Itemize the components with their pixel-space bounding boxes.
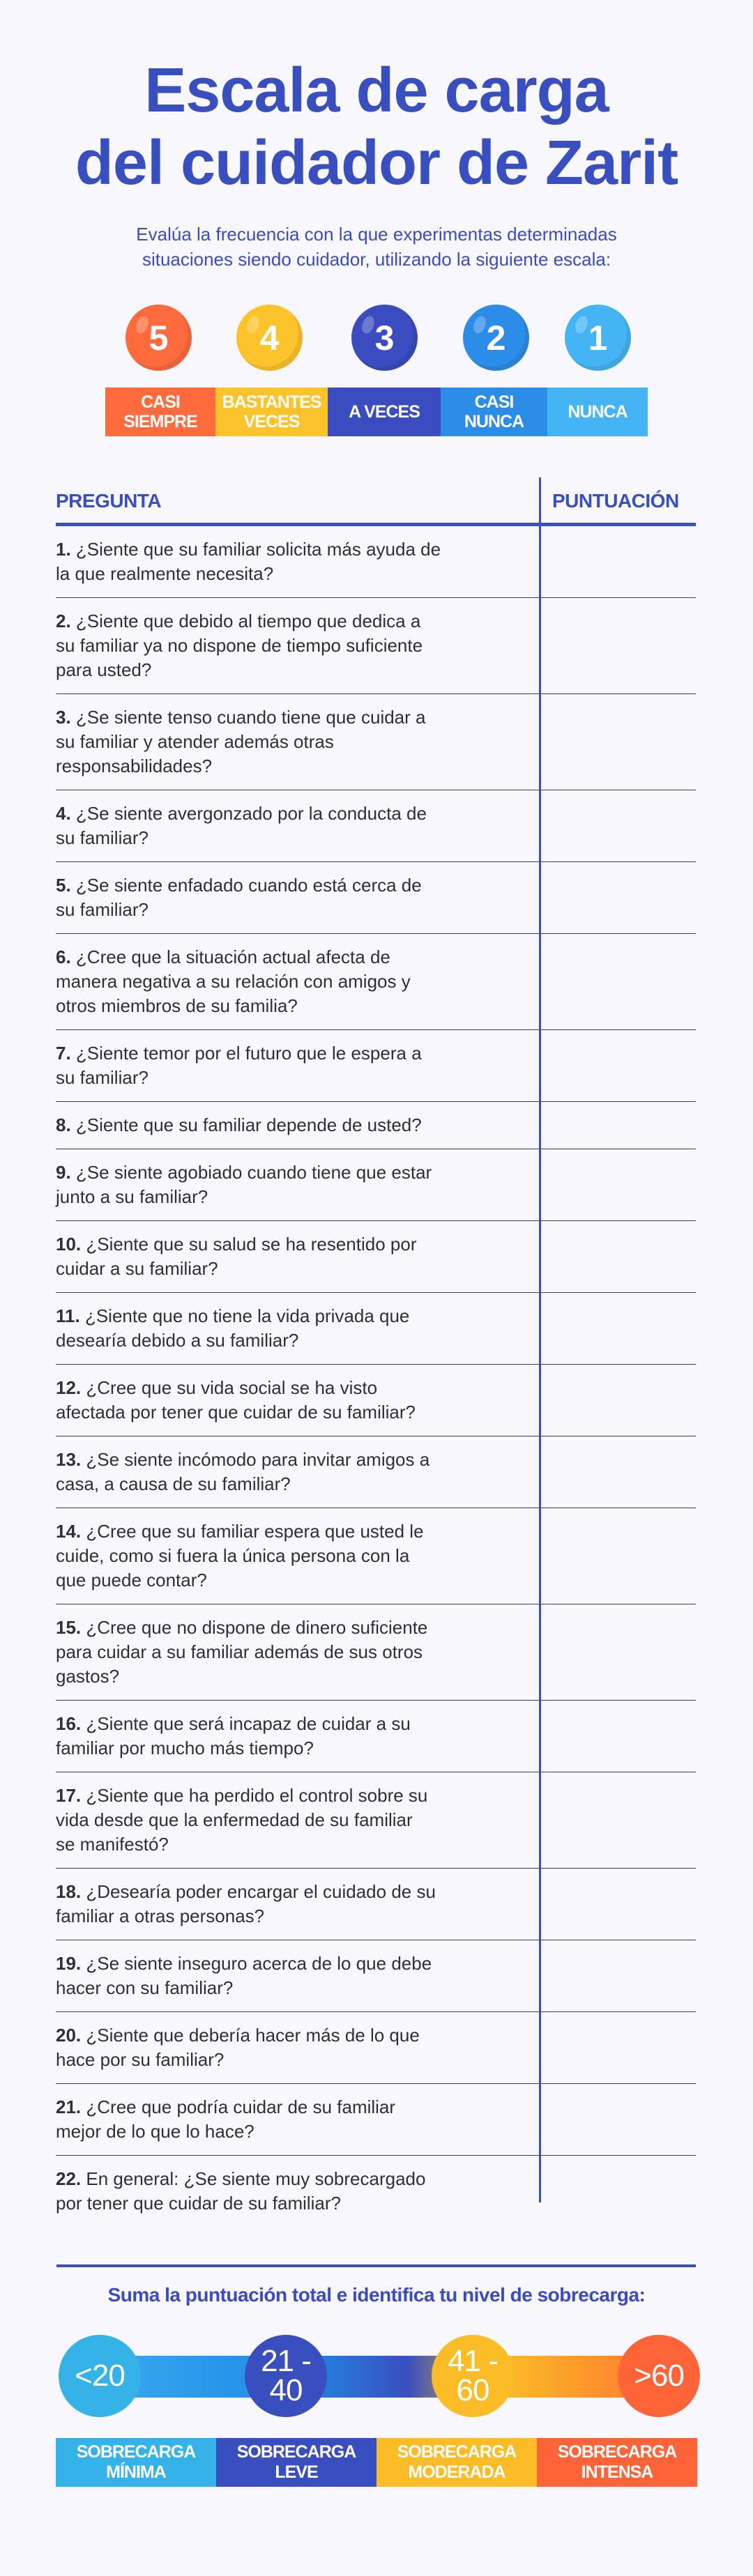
question-text: ¿Siente que debido al tiempo que dedica a su familiar ya no dispone de tiempo suficiente para usted? [56,611,423,680]
table-row [56,526,696,598]
question-number: 14. [56,1521,82,1542]
table-row [56,2012,696,2084]
question-cell [56,790,516,861]
question-number: 12. [56,1377,82,1398]
question-number: 21. [56,2096,82,2117]
column-header-question: PREGUNTA [56,490,162,512]
question-cell [56,934,516,1029]
question-text: ¿Siente que ha perdido el control sobre su vida desde que la enfermedad de su familiar se manifestó? [56,1785,428,1855]
question-cell [56,1293,516,1364]
question-cell [56,694,516,790]
level-circle: 21 - 40 [245,2335,327,2417]
question-cell [56,1436,516,1508]
score-cell[interactable] [516,790,696,861]
score-cell[interactable] [516,1365,696,1436]
question-cell [56,1221,516,1292]
question-cell [56,1102,516,1149]
question-number: 2. [56,611,71,631]
title-line-2: del cuidador de Zarit [75,128,678,198]
score-cell[interactable] [516,1701,696,1772]
question-number: 9. [56,1162,71,1183]
table-row [56,1030,696,1102]
table-row [56,1772,696,1869]
score-cell[interactable] [516,1436,696,1508]
question-text: ¿Cree que la situación actual afecta de manera negativa a su relación con amigos y otros miembros de su familia? [56,946,411,1016]
instructions [0,222,753,272]
question-number: 11. [56,1305,80,1326]
score-cell[interactable] [516,1869,696,1940]
question-text: ¿Cree que no dispone de dinero suficiente para cuidar a su familiar además de sus otros gastos? [56,1617,428,1687]
table-row [56,790,696,862]
table-row [56,598,696,694]
table-row [56,694,696,790]
instructions-line-2: situaciones siendo cuidador, utilizando la siguiente escala: [142,249,611,270]
question-number: 13. [56,1449,82,1470]
page-title [0,54,753,199]
question-text: ¿Se siente agobiado cuando tiene que estar junto a su familiar? [56,1162,432,1207]
question-text: En general: ¿Se siente muy sobrecargado por tener que cuidar de su familiar? [56,2168,426,2214]
level-label: SOBRECARGA MÍNIMA [56,2438,216,2487]
score-cell[interactable] [516,1102,696,1149]
question-cell [56,1940,516,2011]
question-text: ¿Siente que su familiar depende de usted? [75,1114,422,1135]
score-cell[interactable] [516,1149,696,1220]
score-cell[interactable] [516,1508,696,1604]
table-header [56,484,696,526]
table-row [56,934,696,1030]
question-number: 16. [56,1713,82,1734]
question-number: 3. [56,707,71,728]
table-row [56,862,696,934]
question-text: ¿Siente que no tiene la vida privada que desearía debido a su familiar? [56,1305,410,1351]
scale-value: 4 [259,318,280,358]
score-cell[interactable] [516,2012,696,2083]
score-cell[interactable] [516,1604,696,1700]
question-text: ¿Cree que su familiar espera que usted le cuide, como si fuera la única persona con la que puede contar? [56,1521,424,1590]
question-cell [56,598,516,693]
scale-value: 2 [486,318,506,358]
section-divider [56,2264,696,2267]
question-cell [56,2012,516,2083]
question-cell [56,1604,516,1700]
question-text: ¿Siente que será incapaz de cuidar a su familiar por mucho más tiempo? [56,1713,411,1758]
level-label: SOBRECARGA LEVE [216,2438,376,2487]
scale-circle-5 [126,305,192,371]
level-circle: 41 - 60 [432,2335,514,2417]
table-row [56,2156,696,2227]
score-cell[interactable] [516,1221,696,1292]
scale-circle-2 [463,305,529,371]
table-row [56,1508,696,1604]
question-cell [56,2156,516,2227]
score-cell[interactable] [516,526,696,597]
question-number: 20. [56,2025,82,2046]
score-cell[interactable] [516,862,696,933]
table-row [56,1149,696,1221]
question-text: ¿Siente que debería hacer más de lo que hace por su familiar? [56,2025,420,2070]
question-text: ¿Siente temor por el futuro que le espera a su familiar? [56,1043,422,1088]
question-text: ¿Siente que su salud se ha resentido por cuidar a su familiar? [56,1234,417,1279]
table-body [56,526,696,2227]
table-row [56,1436,696,1508]
question-number: 8. [56,1114,71,1135]
scale-circle-3 [351,305,418,371]
question-text: ¿Se siente inseguro acerca de lo que debe hacer con su familiar? [56,1953,432,1998]
questions-table [56,484,696,2227]
scale-circle-1 [565,305,631,371]
scale-label: CASI SIEMPRE [105,388,215,436]
level-label: SOBRECARGA MODERADA [376,2438,537,2487]
level-circle: >60 [618,2335,700,2417]
table-row [56,1940,696,2012]
question-text: ¿Desearía poder encargar el cuidado de su familiar a otras personas? [56,1881,436,1926]
question-number: 15. [56,1617,82,1638]
question-cell [56,1772,516,1868]
table-row [56,1365,696,1436]
score-cell[interactable] [516,934,696,1029]
level-labels [56,2438,697,2487]
scale-label: BASTANTES VECES [215,388,328,436]
question-text: ¿Cree que podría cuidar de su familiar mejor de lo que lo hace? [56,2096,396,2142]
question-text: ¿Cree que su vida social se ha visto afectada por tener que cuidar de su familiar? [56,1377,416,1423]
level-label: SOBRECARGA INTENSA [537,2438,697,2487]
question-cell [56,1030,516,1101]
question-number: 17. [56,1785,82,1806]
level-circle: <20 [59,2335,141,2417]
question-text: ¿Siente que su familiar solicita más ayuda de la que realmente necesita? [56,539,441,584]
question-number: 6. [56,946,71,967]
table-row [56,1701,696,1772]
score-cell[interactable] [516,1940,696,2011]
column-divider [539,477,541,2202]
scale-value: 3 [374,318,395,358]
score-cell[interactable] [516,1030,696,1101]
question-cell [56,1701,516,1772]
column-header-score: PUNTUACIÓN [552,490,679,512]
table-row [56,1102,696,1149]
scale-label: CASI NUNCA [441,388,547,436]
table-row [56,1293,696,1365]
table-row [56,1869,696,1940]
question-text: ¿Se siente incómodo para invitar amigos a casa, a causa de su familiar? [56,1449,430,1494]
question-cell [56,2084,516,2155]
question-number: 7. [56,1043,71,1064]
level-gradient-bar [105,2356,655,2398]
scale-value: 1 [588,318,608,358]
title-line-1: Escala de carga [144,56,609,125]
scale-circle-4 [236,305,303,371]
score-cell[interactable] [516,694,696,790]
question-text: ¿Se siente enfadado cuando está cerca de su familiar? [56,875,422,920]
question-number: 4. [56,803,71,824]
question-cell [56,1869,516,1940]
scale-label: NUNCA [547,388,648,436]
table-row [56,1604,696,1701]
question-number: 1. [56,539,71,560]
score-cell[interactable] [516,1293,696,1364]
question-text: ¿Se siente tenso cuando tiene que cuidar a su familiar y atender además otras responsabilidades? [56,707,426,776]
score-cell[interactable] [516,2156,696,2227]
score-cell[interactable] [516,2084,696,2155]
summary-instruction: Suma la puntuación total e identifica tu nivel de sobrecarga: [107,2284,646,2306]
question-text: ¿Se siente avergonzado por la conducta de su familiar? [56,803,427,848]
scale-value: 5 [149,318,169,358]
question-number: 18. [56,1881,82,1902]
scale-labels [105,388,648,436]
question-number: 22. [56,2168,82,2189]
question-cell [56,862,516,933]
table-row [56,1221,696,1293]
score-cell[interactable] [516,598,696,693]
score-cell[interactable] [516,1772,696,1868]
question-number: 19. [56,1953,82,1974]
question-cell [56,526,516,597]
scale-label: A VECES [328,388,441,436]
question-number: 10. [56,1234,82,1255]
instructions-line-1: Evalúa la frecuencia con la que experimentas determinadas [136,224,617,245]
question-cell [56,1149,516,1220]
question-cell [56,1508,516,1604]
question-number: 5. [56,875,71,896]
table-row [56,2084,696,2156]
question-cell [56,1365,516,1436]
